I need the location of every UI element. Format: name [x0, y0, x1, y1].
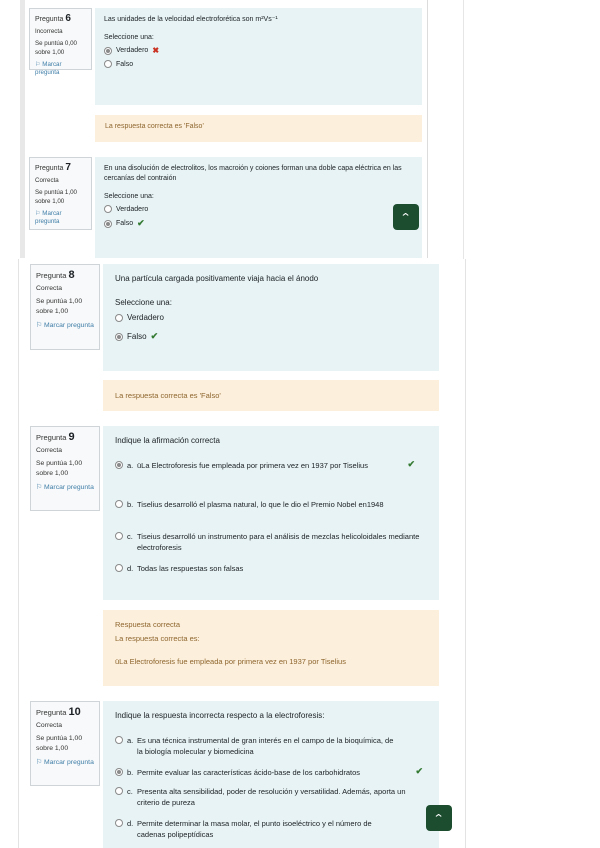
option-label: Falso: [116, 60, 134, 68]
question-label: Pregunta: [36, 433, 67, 442]
radio-button[interactable]: [115, 736, 123, 744]
option-label: Verdadero: [116, 47, 149, 54]
radio-button[interactable]: [115, 787, 123, 795]
answer-option-d[interactable]: [115, 818, 427, 840]
flag-question-link[interactable]: [36, 483, 94, 493]
option-verdadero[interactable]: [104, 205, 413, 213]
answer-option-a[interactable]: [115, 735, 427, 757]
flag-label: Marcar pregunta: [43, 484, 94, 491]
answer-list: [115, 721, 427, 841]
question-label: Pregunta: [36, 708, 67, 717]
chevron-up-icon: ⌃: [433, 812, 445, 825]
option-letter: c.: [127, 532, 133, 541]
feedback-box-8: [103, 380, 439, 411]
flag-label: Marcar pregunta: [43, 322, 94, 329]
question-number-value: 7: [65, 162, 71, 173]
question-grade: Se puntúa 0,00 sobre 1,00: [35, 40, 77, 56]
question-number-value: 8: [68, 269, 75, 281]
question-number: [36, 431, 94, 443]
question-box-8: [103, 264, 439, 371]
question-label: Pregunta: [36, 271, 67, 280]
quiz-panel-bottom: [18, 259, 466, 848]
answer-option-a[interactable]: [115, 460, 427, 471]
answer-option-c[interactable]: [115, 531, 427, 553]
radio-button[interactable]: [115, 500, 123, 508]
answer-option-b[interactable]: [115, 499, 427, 510]
option-text: Permite evaluar las características ácido-base de los carbohidratos: [137, 768, 361, 777]
feedback-title: Respuesta correcta: [115, 620, 181, 629]
scroll-to-top-button[interactable]: [393, 204, 419, 230]
flag-icon: ⚐: [35, 61, 41, 68]
option-text: Tiselius desarrolló el plasma natural, lo que le dio el Premio Nobel en1948: [137, 500, 384, 509]
question-info-6: [29, 8, 92, 76]
answer-option-d[interactable]: [115, 563, 427, 574]
question-label: Pregunta: [35, 16, 64, 23]
question-number: [35, 162, 86, 173]
radio-button[interactable]: [115, 564, 123, 572]
question-text: Indique la respuesta incorrecta respecto a la electroforesis:: [115, 711, 325, 720]
flag-icon: ⚐: [36, 322, 43, 329]
flag-question-link[interactable]: [36, 321, 94, 331]
option-letter: b.: [127, 500, 134, 509]
question-info-8: [30, 264, 100, 350]
question-number-value: 10: [68, 706, 81, 718]
select-prompt: Seleccione una:: [104, 193, 154, 200]
question-box-9: [103, 426, 439, 600]
flag-question-link[interactable]: [36, 758, 94, 768]
select-prompt: Seleccione una:: [104, 34, 154, 41]
radio-button[interactable]: [115, 314, 123, 322]
question-number: [35, 13, 86, 24]
question-state: Correcta: [35, 177, 59, 184]
radio-button[interactable]: [104, 205, 112, 213]
answer-option-b[interactable]: [115, 767, 427, 778]
question-number-value: 9: [68, 431, 75, 443]
check-icon: ✔: [407, 459, 415, 469]
question-number: [36, 706, 94, 718]
radio-button-selected[interactable]: [115, 333, 123, 341]
feedback-box-6: [95, 115, 422, 142]
flag-label: Marcar pregunta: [43, 759, 94, 766]
radio-button-selected[interactable]: [104, 220, 112, 228]
question-box-6: [95, 8, 422, 105]
answer-option-c[interactable]: [115, 786, 427, 808]
option-letter: c.: [127, 787, 133, 796]
option-falso[interactable]: [104, 60, 413, 68]
option-text: Permite determinar la masa molar, el punto isoeléctrico y el número de cadenas polipeptídicas: [137, 819, 372, 839]
question-grade: Se puntúa 1,00 sobre 1,00: [35, 189, 77, 205]
correct-answer-text: üLa Electroforesis fue empleada por primera vez en 1937 por Tiselius: [115, 657, 346, 666]
option-label: Verdadero: [127, 313, 164, 322]
question-state: Correcta: [36, 447, 63, 454]
option-text: Todas las respuestas son falsas: [137, 564, 244, 573]
flag-label: Marcar pregunta: [35, 210, 62, 225]
radio-button-selected[interactable]: [115, 461, 123, 469]
check-icon: ✔: [415, 766, 423, 776]
flag-icon: ⚐: [36, 484, 43, 491]
flag-question-link[interactable]: [35, 61, 86, 77]
scroll-to-top-button[interactable]: [426, 805, 452, 831]
radio-button[interactable]: [115, 532, 123, 540]
option-letter: d.: [127, 564, 134, 573]
question-info-9: [30, 426, 100, 511]
option-text: Tiseius desarrolló un instrumento para el análisis de mezclas helicoloidales mediante electroforesis: [137, 532, 420, 552]
question-grade: Se puntúa 1,00 sobre 1,00: [36, 298, 83, 315]
flag-icon: ⚐: [35, 210, 41, 217]
quiz-panel-top: [20, 0, 428, 258]
option-falso[interactable]: [115, 331, 427, 342]
flag-question-link[interactable]: [35, 210, 86, 226]
option-verdadero[interactable]: [115, 313, 427, 322]
radio-button[interactable]: [115, 819, 123, 827]
option-letter: a.: [127, 736, 134, 745]
question-grade: Se puntúa 1,00 sobre 1,00: [36, 735, 83, 752]
flag-label: Marcar pregunta: [35, 61, 62, 76]
check-icon: ✔: [137, 218, 145, 228]
question-text: En una disolución de electrolitos, los macroión y coiones forman una doble capa eléctrica en las cercanías del contraión: [104, 165, 402, 182]
question-text: Una partícula cargada positivamente viaja hacia el ánodo: [115, 274, 319, 283]
option-letter: b.: [127, 768, 134, 777]
question-text: Indique la afirmación correcta: [115, 436, 220, 445]
option-label: Falso: [116, 220, 134, 227]
question-box-7: [95, 157, 422, 258]
option-falso[interactable]: [104, 218, 413, 229]
radio-button[interactable]: [104, 60, 112, 68]
question-box-10: [103, 701, 439, 848]
question-state: Incorrecta: [35, 28, 63, 35]
chevron-up-icon: ⌃: [400, 211, 412, 224]
radio-button-selected[interactable]: [104, 47, 112, 55]
question-info-10: [30, 701, 100, 786]
option-label: Falso: [127, 332, 147, 341]
option-text: Presenta alta sensibilidad, poder de resolución y versatilidad. Además, aporta un criterio de pureza: [137, 787, 406, 807]
option-letter: d.: [127, 819, 134, 828]
left-gutter: [20, 0, 25, 258]
question-text: Las unidades de la velocidad electroforética son m²Vs⁻¹: [104, 16, 278, 23]
feedback-box-9: [103, 610, 439, 686]
question-state: Correcta: [36, 285, 63, 292]
question-grade: Se puntúa 1,00 sobre 1,00: [36, 460, 83, 477]
option-text: üLa Electroforesis fue empleada por primera vez en 1937 por Tiselius: [137, 461, 368, 470]
cross-icon: ✖: [152, 46, 160, 55]
question-number: [36, 269, 94, 281]
option-label: Verdadero: [116, 205, 149, 213]
correct-answer-text: La respuesta correcta es 'Falso': [105, 123, 204, 130]
select-prompt: Seleccione una:: [115, 298, 172, 307]
radio-button-selected[interactable]: [115, 768, 123, 776]
answer-list: [115, 446, 427, 586]
question-label: Pregunta: [35, 165, 64, 172]
option-text: Es una técnica instrumental de gran interés en el campo de la bioquímica, de la biología molecular y biomedicina: [137, 736, 394, 756]
correct-answer-text: La respuesta correcta es 'Falso': [115, 391, 221, 400]
question-number-value: 6: [65, 13, 71, 24]
option-letter: a.: [127, 461, 134, 470]
option-verdadero[interactable]: [104, 46, 413, 55]
flag-icon: ⚐: [36, 759, 43, 766]
question-state: Correcta: [36, 722, 63, 729]
question-info-7: [29, 157, 92, 230]
feedback-line: La respuesta correcta es:: [115, 634, 200, 643]
check-icon: ✔: [150, 331, 159, 341]
